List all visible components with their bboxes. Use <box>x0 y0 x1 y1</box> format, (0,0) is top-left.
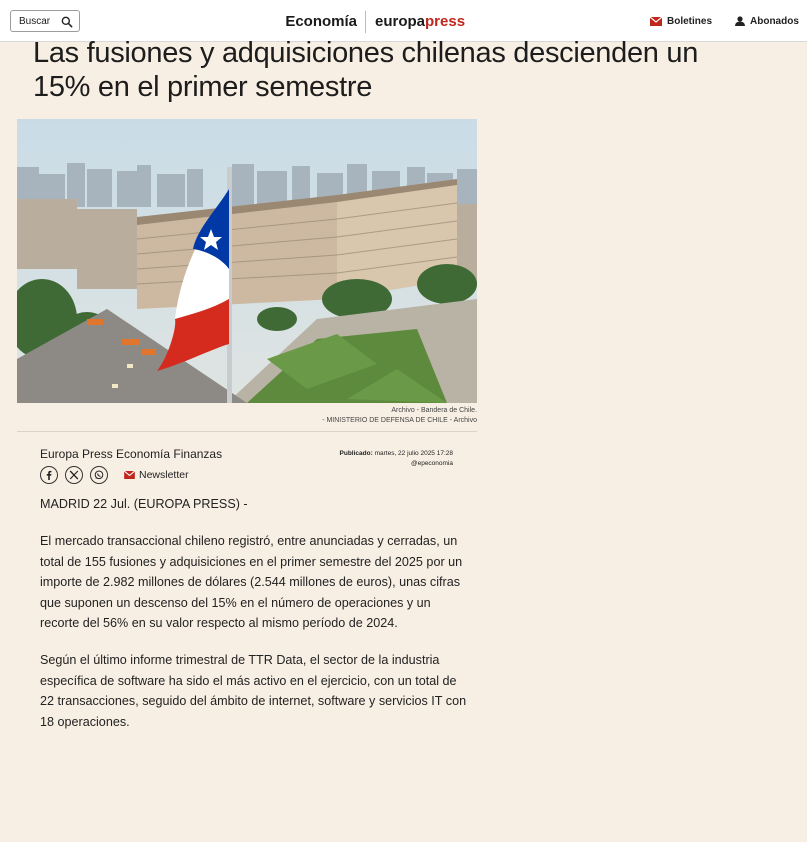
newsletters-label: Boletines <box>667 16 713 27</box>
dateline: MADRID 22 Jul. (EUROPA PRESS) - <box>40 497 248 511</box>
author[interactable]: Europa Press Economía Finanzas <box>40 447 223 461</box>
paragraph-2: Según el último informe trimestral de TTR Data, el sector de la industria específica de software ha sido el más activo en el ejercicio, con un total de 22 transacciones, seguido del ámbito de internet, software y servicios IT con 18 operaciones. <box>40 653 467 729</box>
caption-line2: - MINISTERIO DE DEFENSA DE CHILE - Archivo <box>322 417 477 424</box>
search-label: Buscar <box>19 16 51 27</box>
share-whatsapp-button[interactable] <box>90 466 108 484</box>
user-icon <box>735 16 745 26</box>
article-title: Las fusiones y adquisiciones chilenas descienden un 15% en el primer semestre <box>33 37 699 103</box>
publish-info <box>340 449 453 469</box>
caption-line1: Archivo - Bandera de Chile. <box>391 407 477 414</box>
x-icon <box>69 470 79 480</box>
brand-divider <box>365 11 366 33</box>
paragraph-1: El mercado transaccional chileno registró, entre anunciadas y cerradas, un total de 155 fusiones y adquisiciones en el primer semestre del 2025 por un importe de 2.982 millones de dólares (2.544 millones de euros), unas cifras que suponen un descenso del 15% en el número de operaciones y un recorte del 56% en su valor respecto al mismo período de 2024. <box>40 534 463 630</box>
europapress-logo[interactable] <box>375 13 465 30</box>
subscribers-link[interactable] <box>735 16 799 27</box>
whatsapp-icon <box>94 470 104 480</box>
twitter-handle[interactable]: @epeconomia <box>410 460 453 467</box>
section-title[interactable]: Economía <box>285 13 357 30</box>
share-facebook-button[interactable] <box>40 466 58 484</box>
share-x-button[interactable] <box>65 466 83 484</box>
search-button[interactable] <box>10 10 80 32</box>
newsletter-label: Newsletter <box>139 469 189 481</box>
published-date: martes, 22 julio 2025 17:28 <box>374 450 453 457</box>
subscribers-label: Abonados <box>750 16 799 27</box>
published-label: Publicado: <box>339 450 373 457</box>
article-image <box>17 119 477 403</box>
search-icon <box>60 15 74 29</box>
newsletters-link[interactable] <box>650 16 712 27</box>
envelope-icon <box>124 471 135 479</box>
facebook-icon <box>44 470 54 480</box>
envelope-icon <box>650 17 662 26</box>
logo-part1: europa <box>375 13 426 30</box>
image-caption <box>322 406 477 426</box>
divider <box>17 431 477 432</box>
logo-part2: press <box>425 13 466 30</box>
newsletter-link[interactable] <box>124 469 189 481</box>
